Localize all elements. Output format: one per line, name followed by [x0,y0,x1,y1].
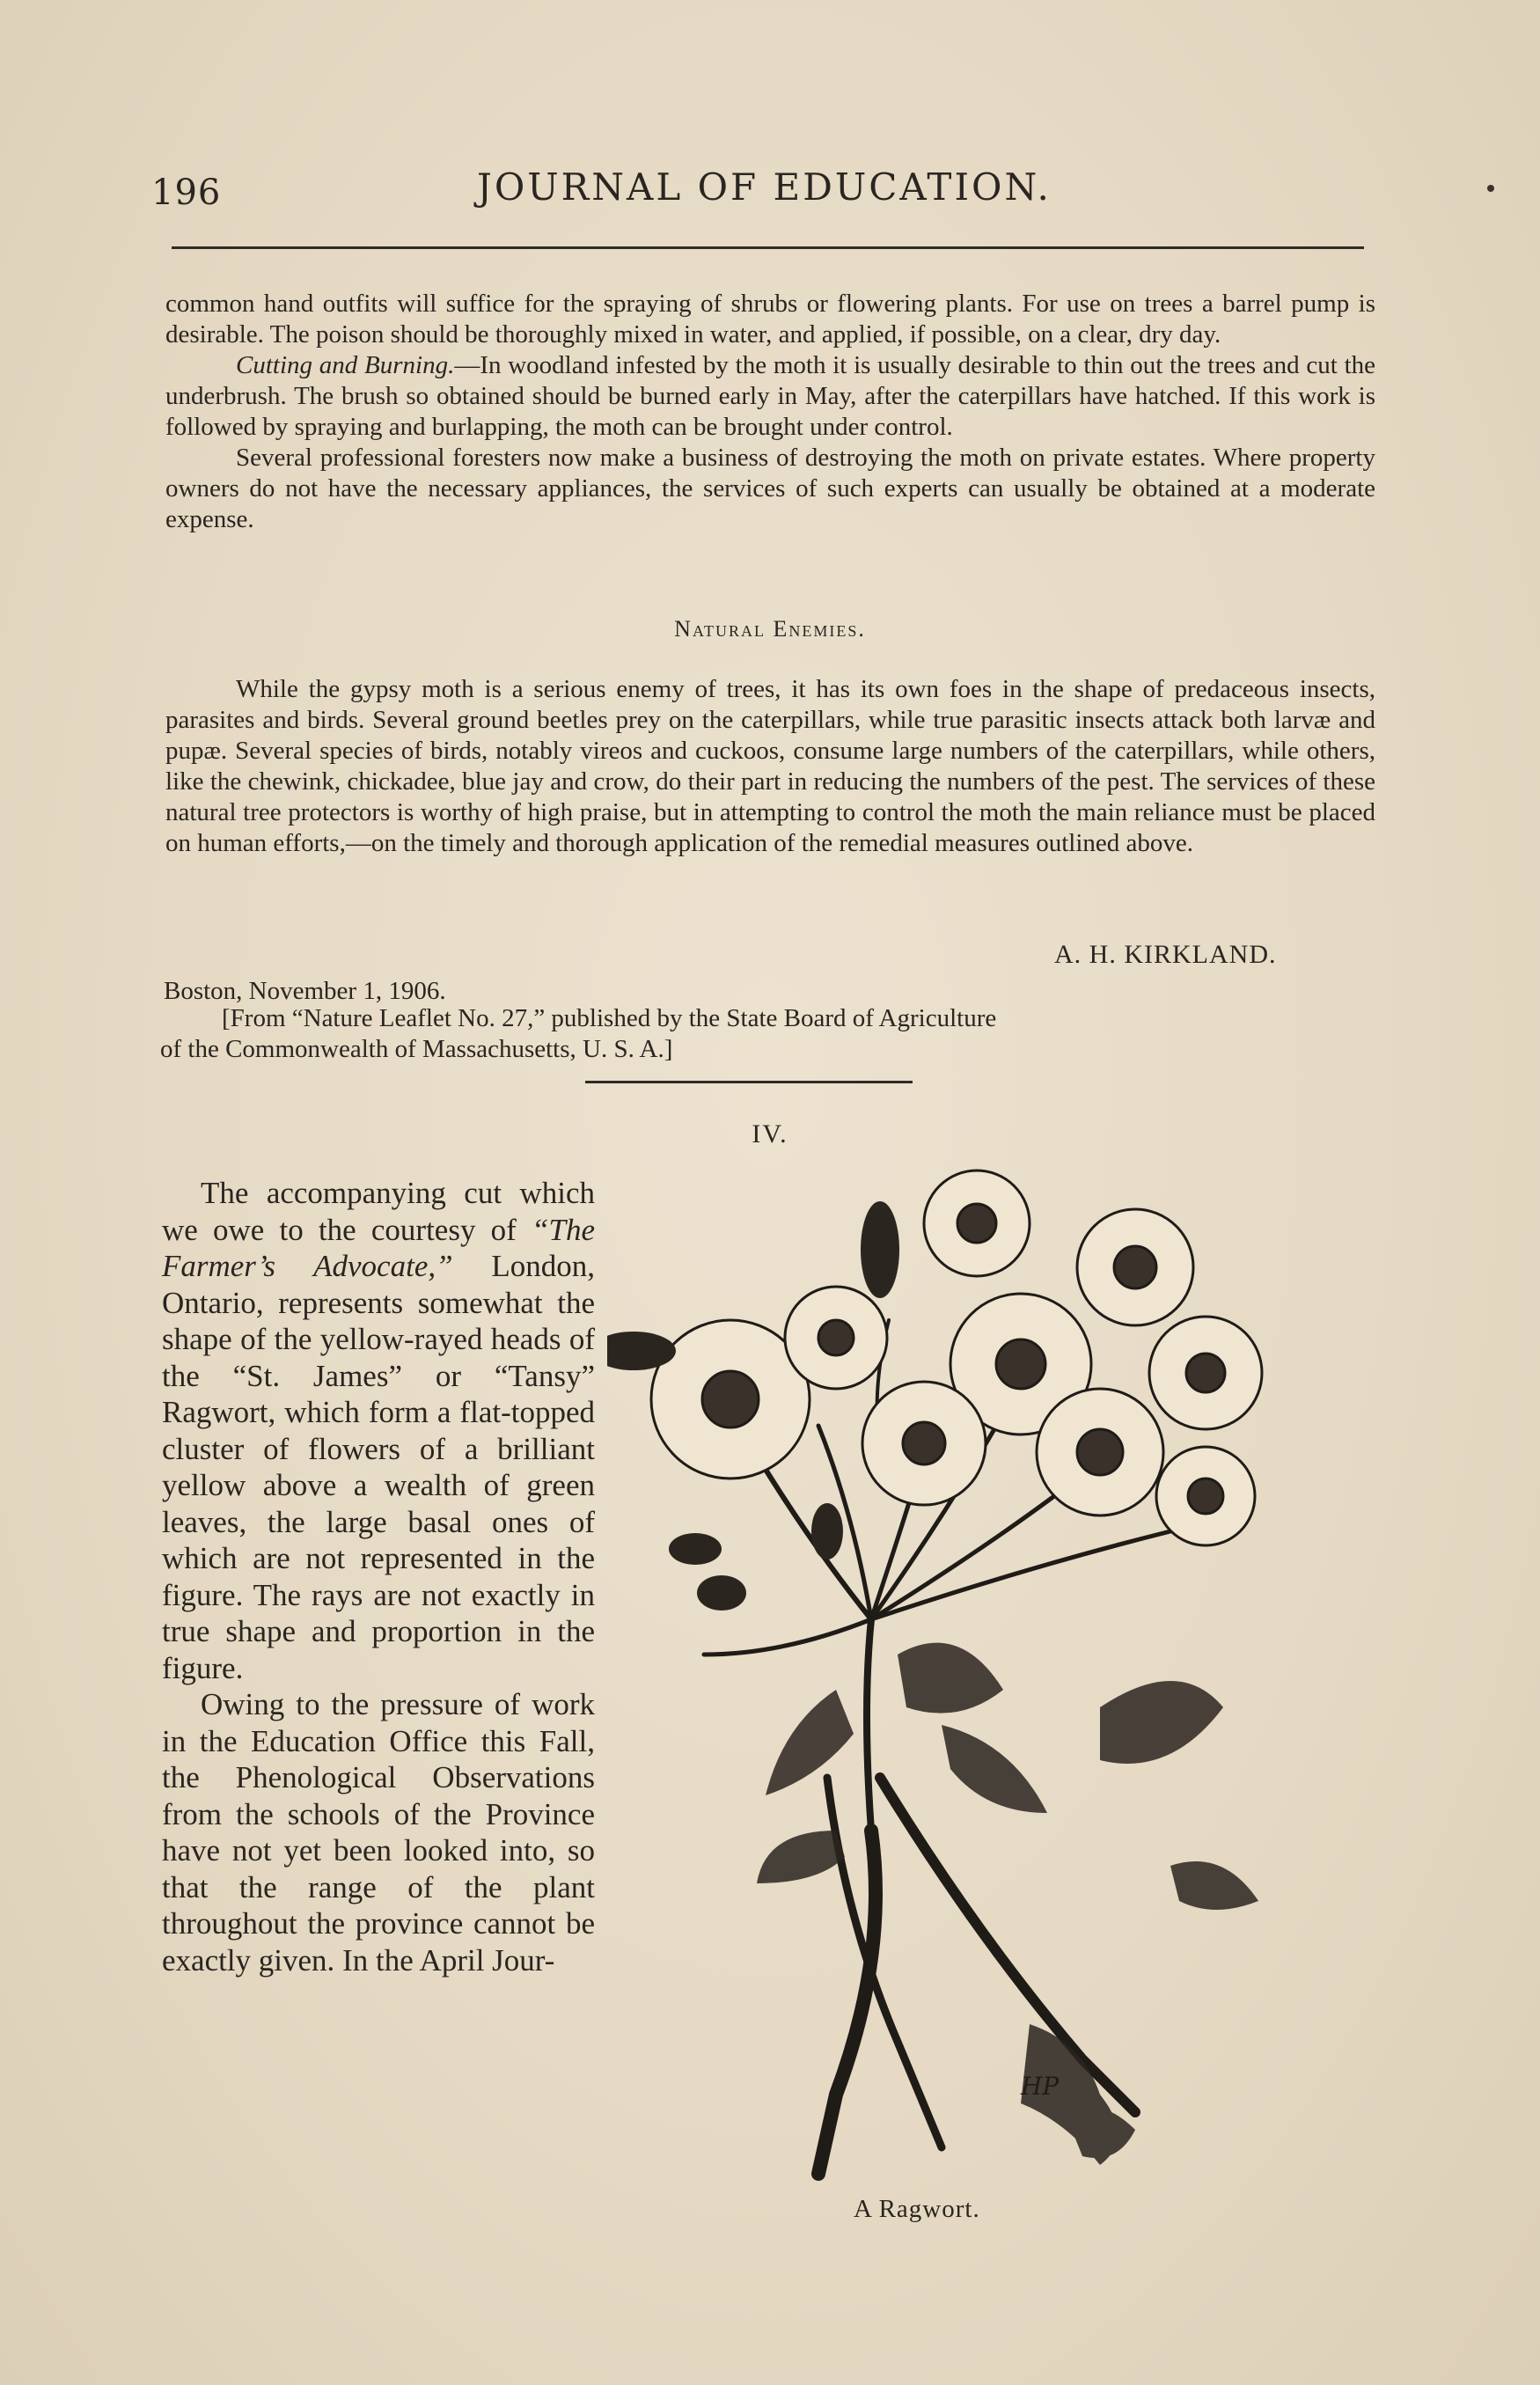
author-signature: A. H. KIRKLAND. [1054,940,1277,969]
figure-caption: A Ragwort. [854,2195,980,2223]
paragraph-accompanying-cut-end: London, Ontario, represents somewhat the shape of the yellow-rayed heads of the “St. James” or “Tansy” Ragwort, which form a flat-topped cluster of flowers of a brilliant yellow above a wealth of green leaves, the large basal ones of which are not represented in the figure. The rays are not exactly in true shape and proportion in the figure. [162,1249,595,1685]
page-number: 196 [151,172,222,213]
ragwort-column [162,1175,595,1978]
header-rule [172,246,1364,249]
ragwort-illustration [607,1162,1382,2191]
natural-enemies-section [165,674,1375,859]
section-title-natural-enemies: Natural Enemies. [674,616,866,642]
paragraph-cutting-burning [165,350,1375,443]
paragraph-natural-enemies: While the gypsy moth is a serious enemy of trees, it has its own foes in the shape of predaceous insects, parasites and birds. Several ground beetles prey on the caterpillars, while true parasitic insects attack both larvæ and pupæ. Several species of birds, notably vireos and cuckoos, consume large numbers of the caterpillars, while others, like the chewink, chickadee, blue jay and crow, do their part in reducing the numbers of the pest. The services of these natural tree protectors is worthy of high praise, but in attempting to control the moth the main reliance must be placed on human efforts,—on the timely and thorough application of the remedial measures outlined above. [165,675,1375,857]
dateline: Boston, November 1, 1906. [164,977,446,1005]
subheading-cutting-burning: Cutting and Burning. [236,351,455,379]
article-continuation [165,289,1375,535]
page-header [151,165,1375,218]
paragraph-phenological: Owing to the pressure of work in the Education Office this Fall, the Phenological Observations from the schools of the Province have not yet been looked into, so that the range of the plant throughout the province cannot be exactly given. In the April Jour- [162,1687,595,1978]
paragraph-accompanying-cut-start: The accompanying cut which we owe to the courtesy of [162,1176,595,1247]
paragraph-foresters: Several professional foresters now make a business of destroying the moth on private estates. Where property owners do not have the necessary appliances, the services of such experts can usually be obtained at a moderate expense. [165,444,1375,533]
running-title: JOURNAL OF EDUCATION. [477,165,1052,209]
paper-speck [1487,185,1494,192]
source-line-1: [From “Nature Leaflet No. 27,” published by the State Board of Agriculture [222,1004,997,1032]
source-note [160,1003,1370,1065]
source-line-2: of the Commonwealth of Massachusetts, U. S. A.] [160,1035,673,1063]
section-numeral: IV. [752,1119,788,1148]
paragraph-accompanying-cut [162,1175,595,1686]
publication-name: “The Farmer’s Advocate,” [162,1212,595,1283]
section-divider [585,1081,913,1083]
engraver-monogram: HP [1021,2072,1060,2101]
paragraph-cutting-burning-text: —In woodland infested by the moth it is usually desirable to thin out the trees and cut the underbrush. The brush so obtained should be burned early in May, after the caterpillars have hatched. If this work is followed by spraying and burlapping, the moth can be brought under control. [165,351,1375,441]
paragraph-spraying: common hand outfits will suffice for the spraying of shrubs or flowering plants. For use on trees a barrel pump is desirable. The poison should be thoroughly mixed in water, and applied, if possible, on a clear, dry day. [165,290,1375,349]
